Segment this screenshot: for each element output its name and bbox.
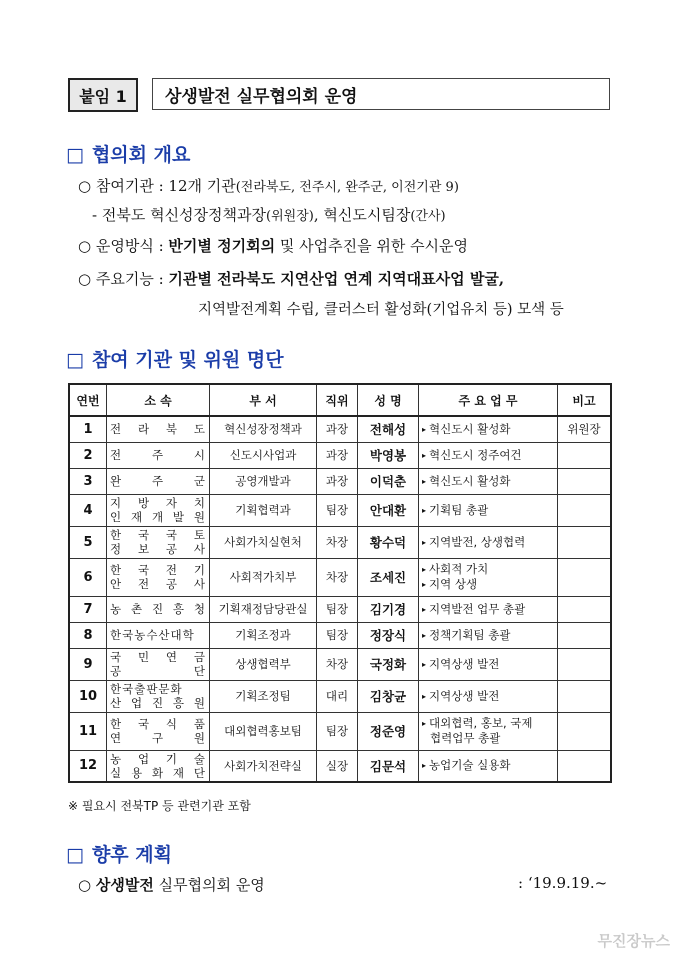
triangle-bullet-icon: ▸ [422, 659, 427, 669]
col-header: 성 명 [358, 384, 419, 416]
row-number-text: 4 [83, 502, 93, 518]
triangle-bullet-icon: ▸ [422, 691, 427, 701]
member-table [68, 383, 612, 783]
section-title: 협의회 개요 [91, 144, 191, 166]
org-cell [107, 442, 210, 468]
org-line: 공 단 [110, 664, 206, 678]
name-text: 전해성 [369, 422, 407, 438]
row-number [69, 596, 107, 622]
table-row [69, 648, 611, 680]
table-row [69, 596, 611, 622]
dept-cell [210, 750, 317, 782]
dept-text: 신도시사업과 [229, 448, 297, 462]
position-text: 실장 [325, 758, 349, 773]
document-title: 상생발전 실무협의회 운영 [152, 78, 610, 110]
task-text: 지역상생 발전 [429, 656, 500, 671]
task-cell [419, 750, 558, 782]
name-text: 김기경 [369, 602, 407, 617]
org-line: 전 주 시 [110, 448, 206, 462]
name-cell [358, 526, 419, 558]
plan-line [78, 874, 265, 895]
row-number-text: 10 [78, 688, 98, 704]
row-number-text: 3 [83, 473, 93, 489]
row-number-text: 12 [78, 758, 98, 774]
table-row [69, 526, 611, 558]
overview-participants [78, 175, 459, 196]
overview-function [78, 268, 504, 289]
row-number [69, 526, 107, 558]
dept-text: 기획조정팀 [235, 689, 291, 703]
dept-text: 대외협력홍보팀 [224, 724, 302, 738]
operation-label: ○ 운영방식 : [78, 237, 169, 255]
position-cell [317, 558, 358, 596]
org-cell [107, 712, 210, 750]
row-number [69, 680, 107, 712]
row-number [69, 648, 107, 680]
position-cell [317, 712, 358, 750]
triangle-bullet-icon: ▸ [422, 580, 427, 589]
task-text: 혁신도시 활성화 [429, 473, 511, 488]
task-text: 지역발전 업무 총괄 [429, 601, 526, 616]
triangle-bullet-icon: ▸ [422, 630, 427, 640]
name-cell [358, 416, 419, 442]
position-text: 팀장 [325, 628, 349, 642]
triangle-bullet-icon: ▸ [422, 424, 427, 434]
triangle-bullet-icon: ▸ [422, 537, 427, 547]
task-cell [419, 468, 558, 494]
section-title: 참여 기관 및 위원 명단 [91, 349, 284, 371]
task-cell [419, 622, 558, 648]
row-number [69, 712, 107, 750]
table-row [69, 558, 611, 596]
note-cell [558, 416, 612, 442]
secretary-label: , 혁신도시팀장 [313, 206, 411, 224]
name-cell [358, 468, 419, 494]
checkbox-square-icon: □ [66, 349, 84, 371]
dept-cell [210, 558, 317, 596]
plan-bold: 상생발전 [95, 876, 154, 894]
participants-label: ○ 참여기관 : 12개 기관 [78, 177, 236, 195]
table-row [69, 494, 611, 526]
table-row [69, 468, 611, 494]
position-text: 팀장 [325, 602, 349, 616]
org-cell [107, 750, 210, 782]
col-header: 비고 [558, 384, 612, 416]
position-cell [317, 494, 358, 526]
name-cell [358, 442, 419, 468]
position-cell [317, 622, 358, 648]
col-header: 직위 [317, 384, 358, 416]
row-number-text: 9 [83, 656, 93, 672]
watermark-logo: 무진장뉴스 [597, 932, 670, 950]
name-text: 김창균 [369, 689, 407, 704]
table-header-row [69, 384, 611, 416]
position-cell [317, 416, 358, 442]
name-cell [358, 558, 419, 596]
task-text: 지역상생 발전 [429, 688, 500, 703]
attachment-badge: 붙임 1 [68, 78, 138, 112]
name-text: 조세진 [369, 570, 407, 585]
org-cell [107, 558, 210, 596]
plan-date: : ‘19.9.19.~ [518, 874, 608, 892]
org-cell [107, 526, 210, 558]
dept-text: 사회적가치부 [229, 570, 297, 584]
position-text: 과장 [325, 422, 349, 437]
row-number-text: 11 [78, 723, 98, 739]
note-cell [558, 526, 612, 558]
position-cell [317, 596, 358, 622]
overview-chair [92, 204, 446, 225]
row-number [69, 468, 107, 494]
overview-operation [78, 235, 468, 256]
note-cell [558, 680, 612, 712]
position-text: 차장 [325, 535, 349, 549]
org-line: 한국출판문화 [110, 682, 183, 696]
position-text: 대리 [325, 689, 349, 703]
dept-cell [210, 526, 317, 558]
task-text: 농업기술 실용화 [429, 758, 511, 773]
table-row [69, 622, 611, 648]
table-row [69, 442, 611, 468]
dept-text: 기획조정과 [235, 628, 291, 642]
row-number [69, 416, 107, 442]
dept-text: 혁신성장정책과 [224, 422, 302, 437]
operation-bold: 반기별 정기회의 [168, 237, 276, 255]
name-text: 김문석 [369, 758, 407, 774]
task-cell [419, 442, 558, 468]
org-line: 산 업 진 흥 원 [110, 696, 206, 710]
col-header: 소 속 [107, 384, 210, 416]
task-cell [419, 558, 558, 596]
overview-function-cont: 지역발전계획 수립, 클러스터 활성화(기업유치 등) 모색 등 [198, 302, 564, 318]
row-number [69, 558, 107, 596]
triangle-bullet-icon: ▸ [422, 505, 427, 515]
task-cell [419, 416, 558, 442]
col-header: 연번 [69, 384, 107, 416]
org-line: 한 국 국 토 [110, 528, 206, 542]
position-text: 팀장 [325, 503, 349, 517]
org-cell [107, 494, 210, 526]
position-text: 과장 [325, 474, 349, 488]
task-text: 혁신도시 정주여건 [429, 447, 522, 462]
note-cell [558, 622, 612, 648]
checkbox-square-icon: □ [66, 844, 84, 866]
row-number [69, 750, 107, 782]
org-line: 농 촌 진 흥 청 [110, 602, 206, 616]
dept-cell [210, 648, 317, 680]
secretary-role: (간사) [410, 209, 446, 224]
name-text: 정장식 [369, 628, 407, 643]
note-cell [558, 442, 612, 468]
task-cell [419, 680, 558, 712]
task-text: 협력업무 총괄 [430, 731, 501, 745]
org-line: 안 전 공 사 [110, 577, 206, 591]
task-text: 정책기획팀 총괄 [429, 627, 511, 642]
position-cell [317, 648, 358, 680]
position-cell [317, 442, 358, 468]
triangle-bullet-icon: ▸ [422, 476, 427, 486]
section-heading-members [66, 345, 284, 372]
participants-detail: (전라북도, 전주시, 완주군, 이전기관 9) [235, 180, 459, 195]
row-number-text: 1 [83, 421, 93, 437]
footnote: ※ 필요시 전북TP 등 관련기관 포함 [68, 799, 251, 813]
task-cell [419, 648, 558, 680]
section-title: 향후 계획 [91, 844, 172, 866]
chair-role: (위원장) [266, 209, 314, 224]
org-line: 농 업 기 술 [110, 751, 206, 766]
org-line: 한 국 전 기 [110, 563, 206, 577]
dept-cell [210, 712, 317, 750]
section-heading-plan [66, 840, 172, 867]
table-row [69, 712, 611, 750]
note-text: 위원장 [567, 422, 601, 437]
org-line: 인 재 개 발 원 [110, 510, 206, 524]
org-cell [107, 596, 210, 622]
org-cell [107, 680, 210, 712]
org-line: 국 민 연 금 [110, 650, 206, 664]
task-text: 혁신도시 활성화 [429, 421, 511, 436]
org-line: 실 용 화 재 단 [110, 765, 206, 780]
org-cell [107, 416, 210, 442]
dept-text: 기획협력과 [235, 503, 291, 517]
checkbox-square-icon: □ [66, 144, 84, 166]
chair-label: - 전북도 혁신성장정책과장 [92, 206, 266, 224]
name-text: 이덕춘 [369, 474, 407, 489]
dept-cell [210, 622, 317, 648]
triangle-bullet-icon: ▸ [422, 761, 427, 771]
row-number [69, 622, 107, 648]
position-text: 과장 [325, 448, 349, 462]
note-cell [558, 712, 612, 750]
row-number [69, 494, 107, 526]
name-cell [358, 712, 419, 750]
note-cell [558, 648, 612, 680]
position-cell [317, 750, 358, 782]
org-cell [107, 622, 210, 648]
row-number [69, 442, 107, 468]
position-cell [317, 680, 358, 712]
col-header: 부 서 [210, 384, 317, 416]
name-text: 박영봉 [369, 448, 407, 463]
task-cell [419, 494, 558, 526]
org-line: 연 구 원 [110, 731, 206, 745]
dept-cell [210, 416, 317, 442]
task-text: 지역 상생 [429, 577, 478, 591]
table-row [69, 680, 611, 712]
dept-text: 사회가치실현처 [224, 535, 302, 549]
row-number-text: 7 [83, 601, 93, 617]
org-line: 한 국 식 품 [110, 717, 206, 731]
dept-cell [210, 468, 317, 494]
position-cell [317, 526, 358, 558]
function-label: ○ 주요기능 : [78, 270, 169, 288]
org-line: 전 라 북 도 [110, 422, 206, 437]
note-cell [558, 596, 612, 622]
org-line: 한국농수산대학 [110, 628, 195, 642]
note-cell [558, 750, 612, 782]
plan-bullet: ○ [78, 876, 96, 894]
position-text: 팀장 [325, 724, 349, 738]
task-text: 기획팀 총괄 [429, 502, 489, 517]
dept-cell [210, 442, 317, 468]
name-cell [358, 680, 419, 712]
triangle-bullet-icon: ▸ [422, 450, 427, 460]
table-row [69, 416, 611, 442]
col-header: 주 요 업 무 [419, 384, 558, 416]
dept-cell [210, 680, 317, 712]
triangle-bullet-icon: ▸ [422, 565, 427, 574]
note-cell [558, 558, 612, 596]
name-cell [358, 648, 419, 680]
row-number-text: 5 [83, 534, 93, 550]
task-cell [419, 712, 558, 750]
name-cell [358, 494, 419, 526]
dept-text: 사회가치전략실 [224, 758, 302, 773]
plan-suffix: 실무협의회 운영 [153, 876, 265, 894]
org-line: 지 방 자 치 [110, 496, 206, 510]
org-line: 정 보 공 사 [110, 542, 206, 556]
position-text: 차장 [325, 657, 349, 671]
task-text: 지역발전, 상생협력 [429, 534, 526, 549]
section-heading-overview [66, 140, 190, 167]
name-cell [358, 622, 419, 648]
triangle-bullet-icon: ▸ [422, 719, 427, 728]
org-cell [107, 468, 210, 494]
title-row [68, 78, 610, 112]
org-line: 완 주 군 [110, 474, 206, 488]
dept-text: 기획재정담당관실 [218, 602, 308, 616]
table-row [69, 750, 611, 782]
name-text: 황수덕 [369, 535, 407, 550]
row-number-text: 2 [83, 447, 93, 463]
note-cell [558, 494, 612, 526]
operation-suffix: 및 사업추진을 위한 수시운영 [275, 237, 469, 255]
name-cell [358, 596, 419, 622]
row-number-text: 8 [83, 627, 93, 643]
dept-cell [210, 494, 317, 526]
task-text: 대외협력, 홍보, 국제 [429, 716, 533, 730]
dept-text: 공영개발과 [235, 474, 291, 488]
task-cell [419, 526, 558, 558]
task-cell [419, 596, 558, 622]
row-number-text: 6 [83, 569, 93, 585]
org-cell [107, 648, 210, 680]
triangle-bullet-icon: ▸ [422, 604, 427, 614]
position-text: 차장 [325, 570, 349, 584]
task-text: 사회적 가치 [429, 562, 489, 576]
function-bold: 기관별 전라북도 지연산업 연계 지역대표사업 발굴, [168, 270, 505, 288]
dept-cell [210, 596, 317, 622]
position-cell [317, 468, 358, 494]
dept-text: 상생협력부 [235, 657, 291, 671]
name-text: 국정화 [369, 657, 407, 672]
name-text: 정준영 [369, 724, 407, 739]
name-text: 안대환 [369, 503, 407, 518]
name-cell [358, 750, 419, 782]
note-cell [558, 468, 612, 494]
